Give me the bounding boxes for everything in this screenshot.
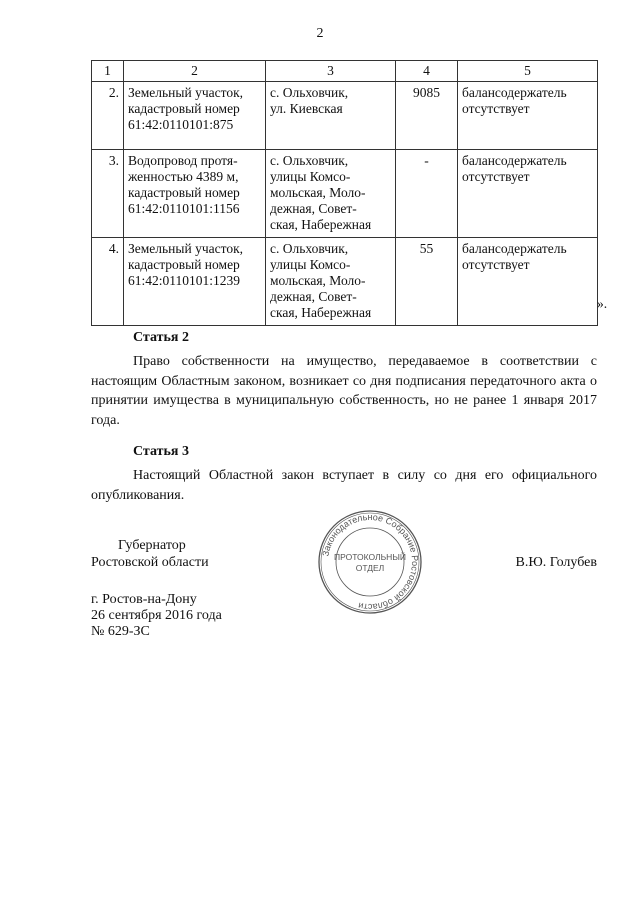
property-area: 9085 [396, 82, 458, 150]
article-2-title: Статья 2 [133, 330, 189, 345]
stamp-line-2: ОТДЕЛ [355, 563, 385, 573]
article-3-title: Статья 3 [133, 444, 189, 459]
signing-city: г. Ростов-на-Дону [91, 592, 197, 607]
table-row [92, 150, 598, 238]
property-location: с. Ольховчик, улицы Комсо- мольская, Моло- дежная, Совет- ская, Набережная [266, 150, 396, 238]
stamp-line-1: ПРОТОКОЛЬНЫЙ [334, 552, 406, 562]
property-area: 55 [396, 238, 458, 326]
balance-holder: балансодержатель отсутствует [458, 238, 598, 326]
governor-region: Ростовской области [91, 555, 209, 570]
property-location: с. Ольховчик, улицы Комсо- мольская, Моло- дежная, Совет- ская, Набережная [266, 238, 396, 326]
article-3-text: Настоящий Областной закон вступает в силу со дня его официального опубликования. [91, 468, 597, 503]
table-header-row [92, 61, 598, 82]
header-cell: 1 [92, 61, 124, 82]
header-cell: 3 [266, 61, 396, 82]
property-table [91, 60, 598, 326]
governor-title: Губернатор [118, 538, 186, 553]
property-description: Земельный участок, кадастровый номер 61:42:0110101:1239 [124, 238, 266, 326]
page-number: 2 [316, 26, 324, 41]
law-number: № 629-ЗС [91, 624, 150, 639]
governor-name: В.Ю. Голубев [515, 555, 597, 570]
header-cell: 5 [458, 61, 598, 82]
property-location: с. Ольховчик, ул. Киевская [266, 82, 396, 150]
property-description: Водопровод протя- женностью 4389 м, кадастровый номер 61:42:0110101:1156 [124, 150, 266, 238]
table-row [92, 82, 598, 150]
signing-date: 26 сентября 2016 года [91, 608, 222, 623]
property-area: - [396, 150, 458, 238]
article-2-text: Право собственности на имущество, передаваемое в соответствии с настоящим Областным законом, возникает со дня подписания передаточного акта о принятии имущества в муниципальную собственность, но не ранее 1 января 2017 года. [91, 354, 597, 428]
row-number: 2. [92, 82, 124, 150]
row-number: 3. [92, 150, 124, 238]
table-row [92, 238, 598, 326]
header-cell: 2 [124, 61, 266, 82]
row-number: 4. [92, 238, 124, 326]
balance-holder: балансодержатель отсутствует [458, 82, 598, 150]
balance-holder: балансодержатель отсутствует [458, 150, 598, 238]
closing-quote: ». [597, 296, 608, 311]
header-cell: 4 [396, 61, 458, 82]
svg-text:Законодательное Собрание Росто: Законодательное Собрание Ростовской области [320, 511, 421, 613]
property-description: Земельный участок, кадастровый номер 61:42:0110101:875 [124, 82, 266, 150]
official-seal-stamp [316, 508, 424, 616]
